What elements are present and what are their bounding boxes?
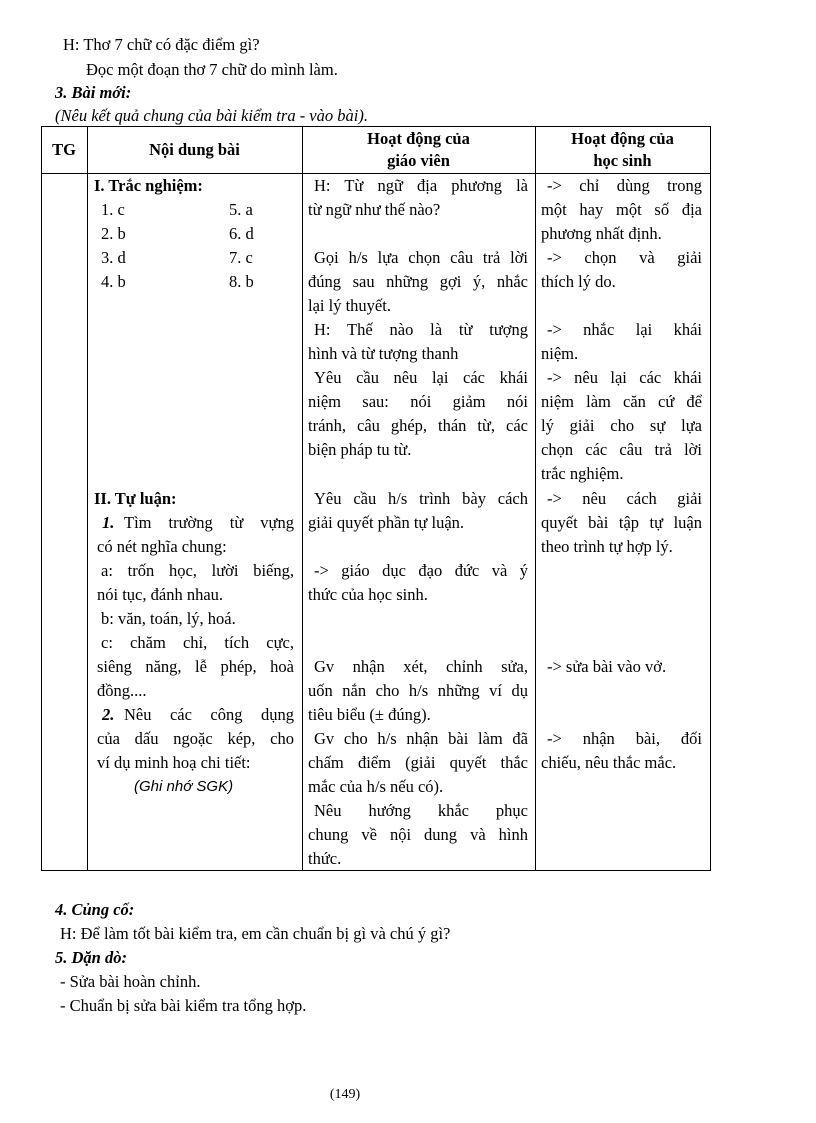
student-activity-line: -> nhắc lại khái (547, 320, 702, 339)
teacher-activity-line: tránh, câu ghép, thán từ, các (308, 416, 528, 435)
teacher-activity-line: từ ngữ như thế nào? (308, 200, 441, 219)
essay-c-line: siêng năng, lễ phép, hoà (97, 657, 294, 676)
part-2-title: II. Tự luận: (94, 489, 177, 508)
homework-item: - Chuẩn bị sửa bài kiểm tra tổng hợp. (60, 996, 307, 1015)
student-activity-line: -> nêu cách giải (547, 489, 702, 508)
section-3-note: (Nêu kết quả chung của bài kiểm tra - vào bài). (55, 106, 368, 125)
ghi-nho-note: (Ghi nhớ SGK) (134, 778, 234, 795)
essay-q1-line: có nét nghĩa chung: (97, 537, 227, 556)
answer-2: 2. b (101, 224, 126, 243)
student-activity-line: -> chỉ dùng trong (547, 176, 702, 195)
header-tg: TG (52, 140, 76, 159)
teacher-activity-line: niệm sau: nói giảm nói (308, 392, 528, 411)
essay-a-line: a: trốn học, lười biếng, (101, 561, 294, 580)
student-activity-line: lý giải cho sự lựa (541, 416, 702, 435)
essay-q2-line: Nêu các công dụng (124, 705, 294, 724)
student-activity-line: trắc nghiệm. (541, 464, 624, 483)
section-4-heading: 4. Củng cố: (55, 900, 135, 919)
teacher-activity-line: thức. (308, 849, 342, 868)
answer-1: 1. c (101, 200, 125, 219)
essay-b-line: b: văn, toán, lý, hoá. (101, 609, 236, 628)
student-activity-line: -> nhận bài, đối (547, 729, 702, 748)
student-activity-line: theo trình tự hợp lý. (541, 537, 673, 556)
teacher-activity-line: chung về nội dung và hình (308, 825, 528, 844)
essay-a-line: nói tục, đánh nhau. (97, 585, 224, 604)
section-4-question: H: Để làm tốt bài kiểm tra, em cần chuẩn bị gì và chú ý gì? (60, 924, 451, 943)
teacher-activity-line: uốn nắn cho h/s những ví dụ (308, 681, 528, 700)
teacher-activity-line: tiêu biểu (± đúng). (308, 705, 431, 724)
teacher-activity-line: Gv nhận xét, chỉnh sửa, (314, 657, 528, 676)
header-teacher-1: Hoạt động của (367, 129, 470, 148)
teacher-activity-line: mắc của h/s nếu có). (308, 777, 444, 796)
teacher-activity-line: lại lý thuyết. (308, 296, 391, 315)
teacher-activity-line: biện pháp tu từ. (308, 440, 412, 459)
essay-q2-line: ví dụ minh hoạ chi tiết: (97, 753, 251, 772)
teacher-activity-line: giải quyết phần tự luận. (308, 513, 465, 532)
section-3-heading: 3. Bài mới: (55, 83, 132, 102)
teacher-activity-line: Yêu cầu nêu lại các khái (314, 368, 528, 387)
student-activity-line: -> nêu lại các khái (547, 368, 702, 387)
student-activity-line: phương nhất định. (541, 224, 662, 243)
teacher-activity-line: H: Thế nào là từ tượng (314, 320, 528, 339)
student-activity-line: niệm làm căn cứ để (541, 392, 702, 411)
header-content: Nội dung bài (149, 140, 240, 159)
homework-item: - Sửa bài hoàn chỉnh. (60, 972, 201, 991)
student-activity-line: một hay một số địa (541, 200, 702, 219)
answer-5: 5. a (229, 200, 253, 219)
teacher-activity-line: Gv cho h/s nhận bài làm đã (314, 729, 528, 748)
teacher-activity-line: thức của học sinh. (308, 585, 428, 604)
teacher-activity-line: Nêu hướng khắc phục (314, 801, 528, 820)
answer-7: 7. c (229, 248, 253, 267)
student-activity-line: chọn các câu trả lời (541, 440, 702, 459)
intro-instruction: Đọc một đoạn thơ 7 chữ do mình làm. (86, 60, 338, 79)
student-activity-line: chiếu, nêu thắc mắc. (541, 753, 677, 772)
teacher-activity-line: hình và từ tượng thanh (308, 344, 459, 363)
header-teacher-2: giáo viên (387, 151, 450, 170)
teacher-activity-line: -> giáo dục đạo đức và ý (314, 561, 528, 580)
part-1-title: I. Trắc nghiệm: (94, 176, 203, 195)
essay-c-line: c: chăm chỉ, tích cực, (101, 633, 294, 652)
student-activity-line: -> chọn và giải (547, 248, 702, 267)
essay-q2-number: 2. (102, 705, 115, 724)
page-number: (149) (329, 1087, 361, 1102)
essay-q1-number: 1. (102, 513, 115, 532)
student-activity-line: niệm. (541, 344, 579, 363)
student-activity-line: thích lý do. (541, 272, 616, 291)
teacher-activity-line: Gọi h/s lựa chọn câu trả lời (314, 248, 528, 267)
section-5-heading: 5. Dặn dò: (55, 948, 127, 967)
answer-6: 6. d (229, 224, 254, 243)
essay-c-line: đồng.... (97, 681, 147, 700)
answer-3: 3. d (101, 248, 126, 267)
teacher-activity-line: đúng sau những gợi ý, nhắc (308, 272, 528, 291)
answer-4: 4. b (101, 272, 126, 291)
answer-8: 8. b (229, 272, 254, 291)
intro-question: H: Thơ 7 chữ có đặc điểm gì? (63, 35, 260, 54)
teacher-activity-line: chấm điểm (giải quyết thắc (308, 753, 528, 772)
student-activity-line: -> sửa bài vào vở. (547, 657, 667, 676)
teacher-activity-line: H: Từ ngữ địa phương là (314, 176, 528, 195)
header-student-2: học sinh (593, 151, 652, 170)
student-activity-line: quyết bài tập tự luận (541, 513, 702, 532)
teacher-activity-line: Yêu cầu h/s trình bày cách (314, 489, 528, 508)
essay-q2-line: của dấu ngoặc kép, cho (97, 729, 294, 748)
header-student-1: Hoạt động của (571, 129, 674, 148)
essay-q1-line: Tìm trường từ vựng (124, 513, 294, 532)
